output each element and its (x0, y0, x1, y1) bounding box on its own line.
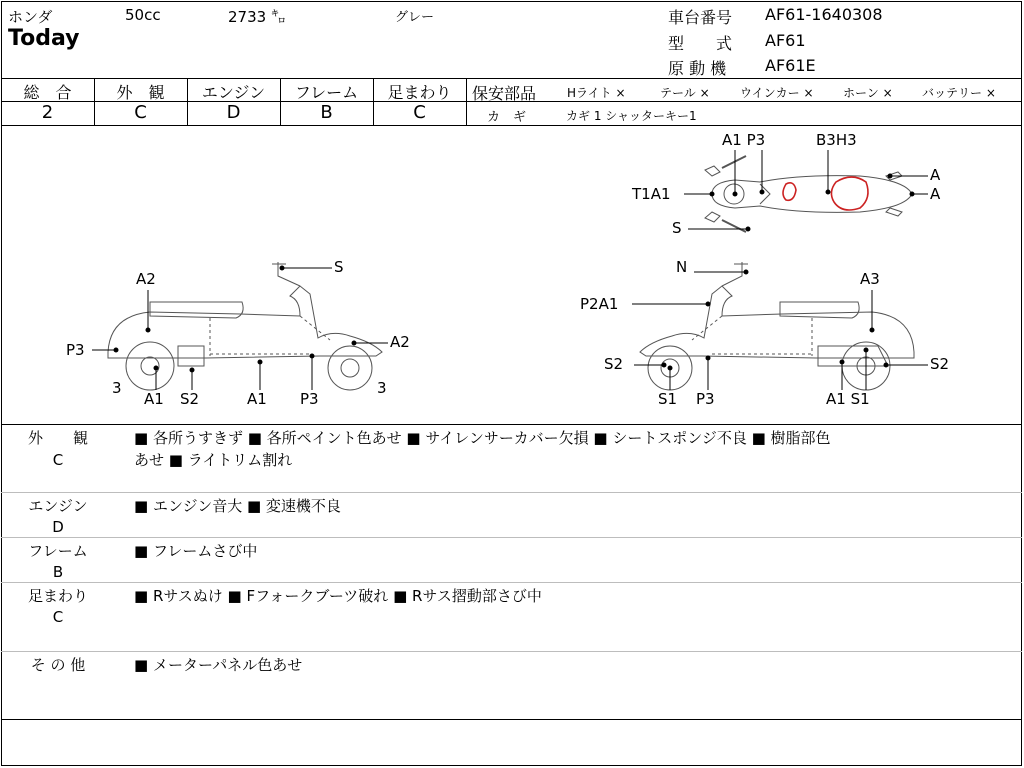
grid-line (1, 78, 1022, 79)
safety-item-battery: バッテリー × (922, 86, 996, 100)
diagram-label-top-t1a1: T1A1 (632, 185, 671, 203)
remark-text-engine: ■ エンジン音大 ■ 変速機不良 (134, 497, 341, 515)
key-value: カギ 1 シャッターキー1 (566, 109, 697, 123)
grade-label-engine: エンジン (201, 83, 266, 102)
remark-text-exterior: ■ 各所うすきず ■ 各所ペイント色あせ ■ サイレンサーカバー欠損 ■ シートスポンジ不良 ■ 樹脂部色 (134, 429, 831, 447)
diagram-label-right-a3: A3 (860, 270, 880, 288)
safety-item-winker: ウインカー × (740, 86, 814, 100)
type-value: AF61 (765, 31, 806, 50)
grade-value-overall: 2 (41, 102, 54, 123)
diagram-label-left-a1-mid: A1 (247, 390, 267, 408)
remark-category-engine: エンジン (28, 497, 88, 515)
remark-category-other: そ の 他 (30, 656, 86, 674)
grade-value-exterior: C (134, 102, 147, 123)
safety-item-horn: ホーン × (843, 86, 893, 100)
diagram-label-left-a2-right: A2 (390, 333, 410, 351)
color: グレー (395, 10, 435, 25)
remark-grade-suspension: C (52, 608, 64, 626)
remark-category-exterior: 外 観 (27, 429, 88, 447)
safety-item-tail: テール × (660, 86, 710, 100)
engine-model-value: AF61E (765, 56, 816, 75)
grade-label-frame: フレーム (294, 83, 359, 102)
diagram-label-left-3-front: 3 (112, 379, 122, 397)
diagram-label-right-p2a1: P2A1 (580, 295, 619, 313)
key-label: カ ギ (487, 110, 527, 125)
grade-label-overall: 総 合 (23, 83, 72, 102)
frame-number-label: 車台番号 (668, 8, 733, 27)
diagram-label-left-s: S (334, 258, 344, 276)
diagram-label-left-a1-front: A1 (144, 390, 164, 408)
diagram-label-right-s2-left: S2 (604, 355, 624, 373)
row-divider (1, 492, 1022, 493)
diagram-label-left-3-rear: 3 (377, 379, 387, 397)
diagram-label-right-s1: S1 (658, 390, 678, 408)
diagram-label-top-s: S (672, 219, 682, 237)
grade-value-frame: B (320, 102, 333, 123)
safety-parts-label: 保安部品 (472, 84, 537, 103)
row-divider (1, 651, 1022, 652)
row-divider (1, 537, 1022, 538)
diagram-label-right-n: N (676, 258, 688, 276)
grade-label-exterior: 外 観 (116, 83, 165, 102)
row-divider (1, 582, 1022, 583)
grid-line (467, 101, 1022, 102)
diagram-label-top-a-1: A (930, 166, 941, 184)
remark-category-suspension: 足まわり (27, 587, 88, 605)
diagram-label-left-p3: P3 (66, 341, 85, 359)
remark-grade-exterior: C (52, 451, 64, 469)
remark-text-suspension: ■ Rサスぬけ ■ Fフォークブーツ破れ ■ Rサス摺動部さび中 (134, 587, 542, 605)
maker: ホンダ (8, 8, 53, 26)
diagram-label-left-p3-bottom: P3 (300, 390, 319, 408)
diagram-label-left-s2: S2 (180, 390, 200, 408)
grade-label-suspension: 足まわり (387, 83, 452, 102)
diagram-label-right-s2-right: S2 (930, 355, 950, 373)
frame-number-value: AF61-1640308 (765, 5, 883, 24)
remark-category-frame: フレーム (28, 542, 88, 560)
type-label: 型 式 (668, 34, 733, 53)
diagram-label-top-a1p3: A1 P3 (722, 131, 766, 149)
grid-line (466, 78, 467, 125)
grade-value-engine: D (226, 102, 241, 123)
remark-text-exterior-cont: あせ ■ ライトリム割れ (134, 451, 293, 469)
diagram-label-right-a1s1: A1 S1 (826, 390, 870, 408)
diagram-label-left-a2-top: A2 (136, 270, 156, 288)
diagram-label-top-a-2: A (930, 185, 941, 203)
remark-text-other: ■ メーターパネル色あせ (134, 656, 303, 674)
remark-text-frame: ■ フレームさび中 (134, 542, 258, 560)
grid-line (1, 719, 1022, 720)
grid-line (1, 424, 1022, 425)
model-name: Today (8, 26, 80, 51)
engine-model-label: 原 動 機 (668, 59, 727, 78)
remark-grade-frame: B (52, 563, 64, 581)
safety-item-headlight: Hライト × (567, 86, 626, 100)
mileage: 2733 ㌔ (228, 8, 286, 26)
diagram-label-top-b3h3: B3H3 (816, 131, 857, 149)
grade-value-suspension: C (413, 102, 426, 123)
displacement: 50cc (125, 6, 161, 24)
diagram-label-right-p3: P3 (696, 390, 715, 408)
remark-grade-engine: D (52, 518, 64, 536)
